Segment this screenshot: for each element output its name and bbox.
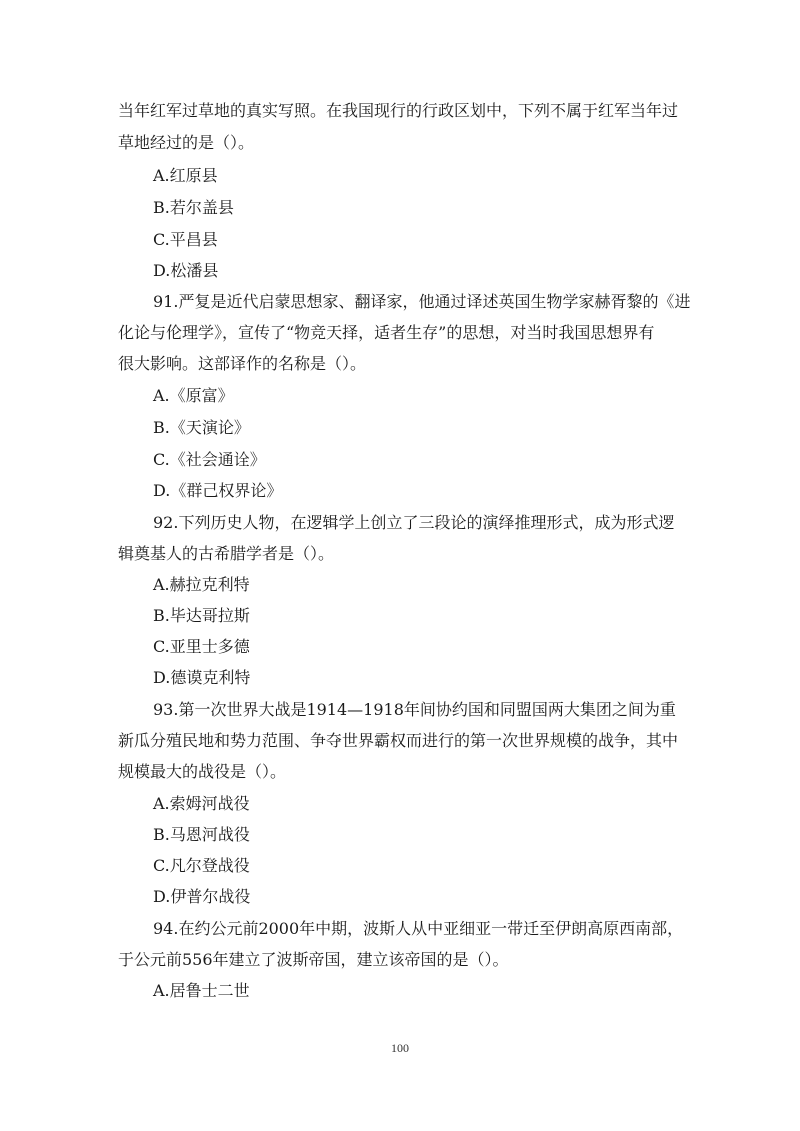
question-91-line-1: 91.严复是近代启蒙思想家、翻译家，他通过译述英国生物学家赫胥黎的《进	[153, 292, 691, 311]
question-92-line-1: 92.下列历史人物，在逻辑学上创立了三段论的演绎推理形式，成为形式逻	[153, 513, 675, 532]
question-91-option-d: D.《群己权界论》	[153, 481, 283, 500]
question-90-option-d: D.松潘县	[153, 261, 219, 280]
question-91-option-b: B.《天演论》	[153, 418, 250, 437]
question-93-line-1: 93.第一次世界大战是1914—1918年间协约国和同盟国两大集团之间为重	[153, 700, 676, 719]
question-92-line-2: 辑奠基人的古希腊学者是（）。	[118, 544, 335, 563]
question-91-line-2: 化论与伦理学》，宣传了“物竞天择，适者生存”的思想，对当时我国思想界有	[118, 323, 655, 342]
question-90-line-2: 当年红军过草地的真实写照。在我国现行的行政区划中，下列不属于红军当年过	[118, 101, 679, 120]
question-90-line-3: 草地经过的是（）。	[118, 133, 255, 152]
question-90-option-a: A.红原县	[153, 166, 218, 185]
question-91-option-a: A.《原富》	[153, 386, 234, 405]
question-94-line-2: 于公元前556年建立了波斯帝国，建立该帝国的是（）。	[118, 950, 509, 969]
question-92-option-c: C.亚里士多德	[153, 637, 250, 656]
question-93-option-d: D.伊普尔战役	[153, 887, 251, 906]
question-90-option-c: C.平昌县	[153, 230, 218, 249]
question-93-option-c: C.凡尔登战役	[153, 856, 250, 875]
question-90-option-b: B.若尔盖县	[153, 198, 234, 217]
page-number: 100	[391, 1041, 409, 1055]
question-92-option-a: A.赫拉克利特	[153, 575, 250, 594]
question-94-option-a: A.居鲁士二世	[153, 981, 250, 1000]
question-93-line-3: 规模最大的战役是（）。	[118, 762, 287, 781]
question-93-option-b: B.马恩河战役	[153, 825, 250, 844]
question-93-line-2: 新瓜分殖民地和势力范围、争夺世界霸权而进行的第一次世界规模的战争，其中	[118, 731, 679, 750]
question-91-line-3: 很大影响。这部译作的名称是（）。	[118, 354, 367, 373]
question-93-option-a: A.索姆河战役	[153, 794, 250, 813]
question-91-option-c: C.《社会通诠》	[153, 450, 266, 469]
question-92-option-b: B.毕达哥拉斯	[153, 606, 250, 625]
question-94-line-1: 94.在约公元前2000年中期，波斯人从中亚细亚一带迁至伊朗高原西南部，	[153, 919, 684, 938]
question-92-option-d: D.德谟克利特	[153, 668, 251, 687]
